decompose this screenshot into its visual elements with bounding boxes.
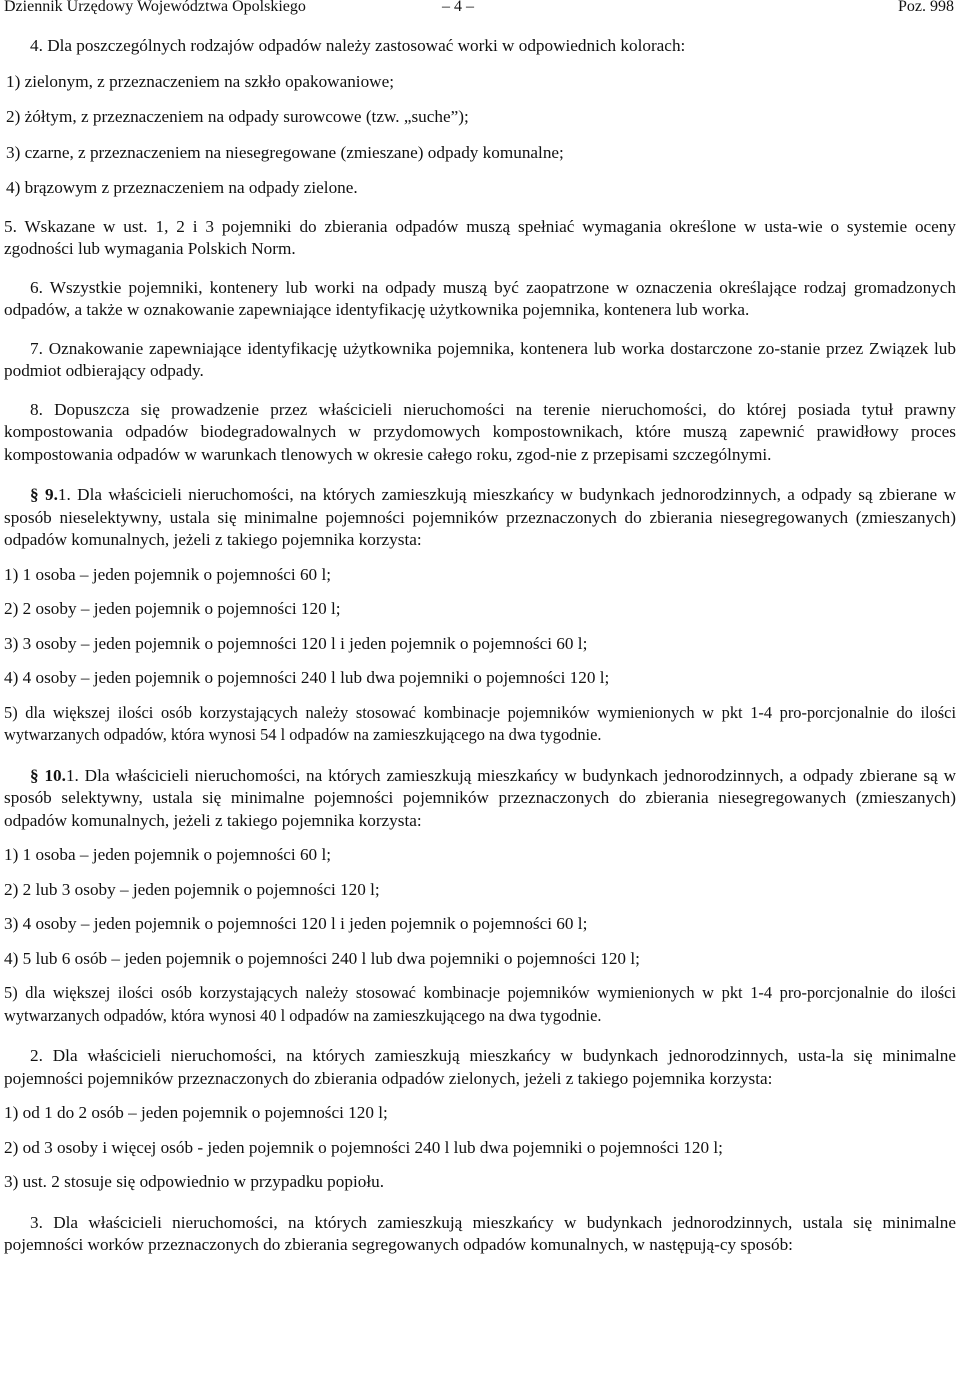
page-header xyxy=(4,0,956,17)
list-item: 2) od 3 osoby i więcej osób - jeden pojemnik o pojemności 240 l lub dwa pojemniki o pojemności 120 l; xyxy=(4,1137,723,1157)
list-item: 1) zielonym, z przeznaczeniem na szkło opakowaniowe; xyxy=(6,71,394,91)
paragraph-4-intro: 4. Dla poszczególnych rodzajów odpadów należy zastosować worki w odpowiednich kolorach: xyxy=(30,36,686,55)
list-item: 2) 2 osoby – jeden pojemnik o pojemności 120 l; xyxy=(4,599,341,618)
list-item: 2) żółtym, z przeznaczeniem na odpady surowcowe (tzw. „suche”); xyxy=(6,107,469,126)
list-item: 3) czarne, z przeznaczeniem na niesegregowane (zmieszane) odpady komunalne; xyxy=(6,142,564,162)
section-10-paragraph-3: 3. Dla właścicieli nieruchomości, na których zamieszkują mieszkańcy w budynkach jednorodzinnych, ustala się minimalne pojemności worków przeznaczonych do zbierania segregowanych odpadów komunalnych, w następują-cy sposób: xyxy=(4,1212,956,1254)
paragraph-5: 5. Wskazane w ust. 1, 2 i 3 pojemniki do zbierania odpadów muszą spełniać wymagania określone w usta-wie o systemie oceny zgodności lub wymagania Polskich Norm. xyxy=(4,216,956,258)
list-item: 4) 4 osoby – jeden pojemnik o pojemności 240 l lub dwa pojemniki o pojemności 120 l; xyxy=(4,668,610,687)
journal-title: Dziennik Urzędowy Województwa Opolskiego xyxy=(4,0,306,15)
section-9-text: 1. Dla właścicieli nieruchomości, na których zamieszkują mieszkańcy w budynkach jednorodzinnych, a odpady są zbierane w sposób nieselektywny, ustala się minimalne pojemności pojemników przeznaczonych do zbierania niesegregowanych (zmieszanych) odpadów komunalnych, jeżeli z takiego pojemnika korzysta: xyxy=(4,485,956,549)
paragraph-7: 7. Oznakowanie zapewniające identyfikację użytkownika pojemnika, kontenera lub worka dostarczone zo-stanie przez Związek lub podmiot odbierający odpady. xyxy=(4,338,956,380)
section-9-number: § 9. xyxy=(30,485,58,504)
paragraph-6: 6. Wszystkie pojemniki, kontenery lub worki na odpady muszą być zaopatrzone w oznaczenia określające rodzaj gromadzonych odpadów, a także w oznakowanie zapewniające identyfikację użytkownika pojemnika, kontenera lub worka. xyxy=(4,277,956,319)
list-item: 4) brązowym z przeznaczeniem na odpady zielone. xyxy=(6,178,358,197)
list-item: 3) 3 osoby – jeden pojemnik o pojemności 120 l i jeden pojemnik o pojemności 60 l; xyxy=(4,633,588,653)
page-number: – 4 – xyxy=(442,0,474,15)
section-10-paragraph-2: 2. Dla właścicieli nieruchomości, na których zamieszkują mieszkańcy w budynkach jednorodzinnych, usta-la się minimalne pojemności pojemników przeznaczonych do zbierania odpadów zielonych, jeżeli z takiego pojemnika korzysta: xyxy=(4,1046,956,1088)
list-item: 4) 5 lub 6 osób – jeden pojemnik o pojemności 240 l lub dwa pojemniki o pojemności 120 l; xyxy=(4,948,640,968)
document-page xyxy=(4,0,956,1257)
section-10-number: § 10. xyxy=(30,765,66,785)
section-10-text: 1. Dla właścicieli nieruchomości, na których zamieszkują mieszkańcy w budynkach jednorodzinnych, a odpady zbierane są w sposób selektywny, ustala się minimalne pojemności pojemników przeznaczonych do zbierania niesegregowanych (zmieszanych) odpadów komunalnych, jeżeli z takiego pojemnika korzysta: xyxy=(4,765,956,830)
list-item: 5) dla większej ilości osób korzystających należy stosować kombinacje pojemników wymienionych w pkt 1-4 pro-porcjonalnie do ilości wytwarzanych odpadów, która wynosi 40 l odpadów na zamieszkującego na dwa tygodnie. xyxy=(4,983,956,1025)
section-9-paragraph-1 xyxy=(4,484,956,552)
list-item: 5) dla większej ilości osób korzystających należy stosować kombinacje pojemników wymienionych w pkt 1-4 pro-porcjonalnie do ilości wytwarzanych odpadów, która wynosi 54 l odpadów na zamieszkującego na dwa tygodnie. xyxy=(4,702,956,744)
list-item: 3) 4 osoby – jeden pojemnik o pojemności 120 l i jeden pojemnik o pojemności 60 l; xyxy=(4,914,588,933)
position-number: Poz. 998 xyxy=(898,0,954,15)
list-item: 1) 1 osoba – jeden pojemnik o pojemności 60 l; xyxy=(4,845,331,864)
list-item: 3) ust. 2 stosuje się odpowiednio w przypadku popiołu. xyxy=(4,1172,384,1191)
paragraph-8: 8. Dopuszcza się prowadzenie przez właścicieli nieruchomości na terenie nieruchomości, do której posiada tytuł prawny kompostowania odpadów biodegradowalnych w przydomowych kompostownikach, które muszą zapewnić prawidłowy proces kompostowania odpadów w warunkach tlenowych w okresie całego roku, zgod-nie z przepisami szczególnymi. xyxy=(4,399,956,464)
section-10-paragraph-1 xyxy=(4,765,956,833)
list-item: 1) 1 osoba – jeden pojemnik o pojemności 60 l; xyxy=(4,564,331,584)
list-item: 1) od 1 do 2 osób – jeden pojemnik o pojemności 120 l; xyxy=(4,1103,388,1122)
list-item: 2) 2 lub 3 osoby – jeden pojemnik o pojemności 120 l; xyxy=(4,879,380,899)
